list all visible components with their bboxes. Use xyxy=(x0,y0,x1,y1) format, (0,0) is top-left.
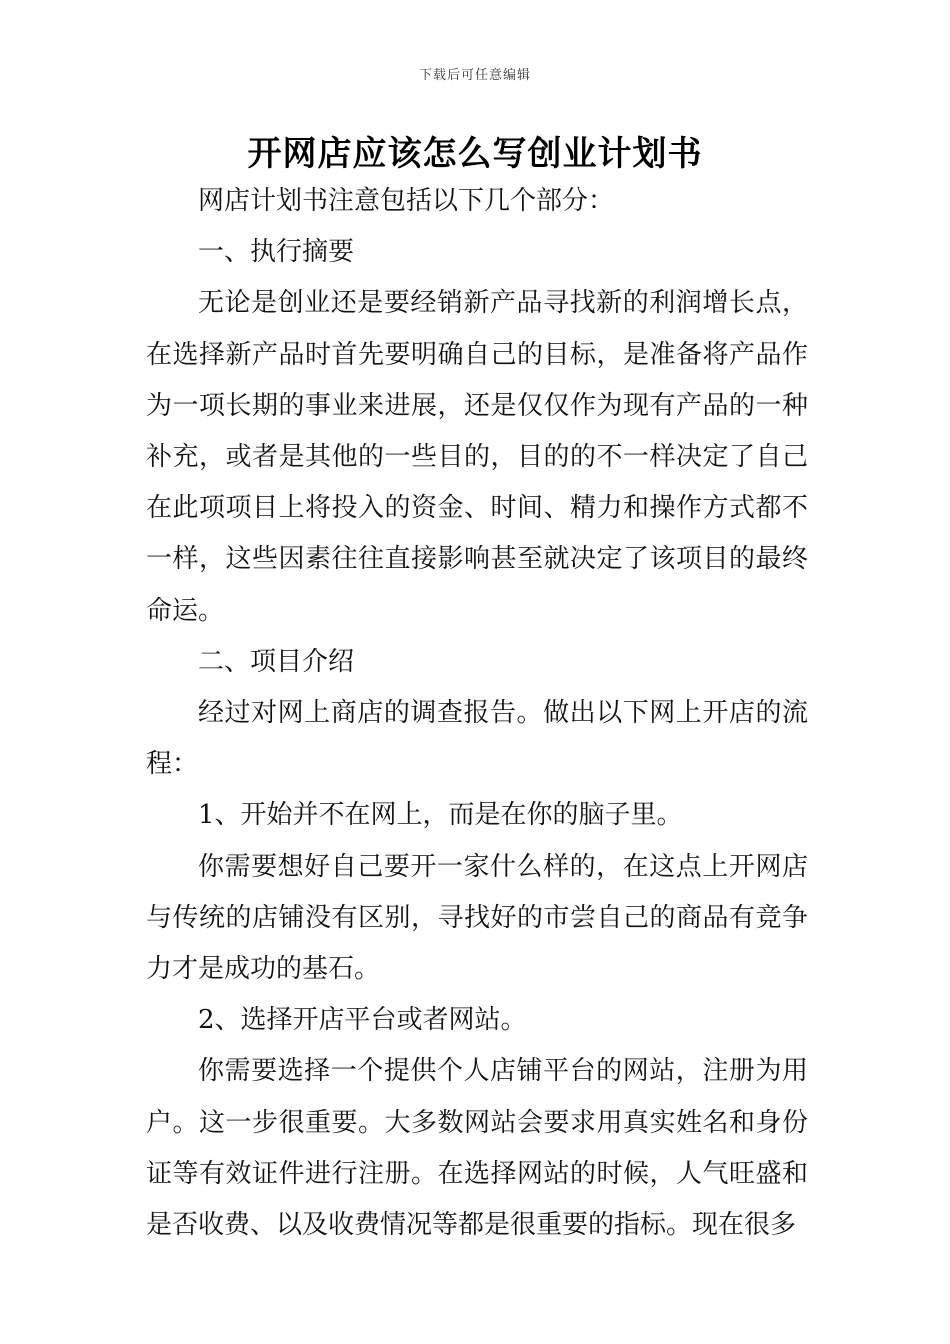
section-heading-project-introduction: 二、项目介绍 xyxy=(198,646,355,677)
paragraph-process-intro: 经过对网上商店的调查报告。做出以下网上开店的流程： xyxy=(146,698,808,780)
paragraph-step-1: 你需要想好自己要开一家什么样的，在这点上开网店与传统的店铺没有区别，寻找好的市尝自己的商品有竞争力才是成功的基石。 xyxy=(146,851,808,985)
section-heading-executive-summary: 一、执行摘要 xyxy=(198,237,355,268)
paragraph-executive-summary: 无论是创业还是要经销新产品寻找新的利润增长点，在选择新产品时首先要明确自己的目标，是准备将产品作为一项长期的事业来进展，还是仅仅作为现有产品的一种补充，或者是其他的一些目的，目的的不一样决定了自己在此项项目上将投入的资金、时间、精力和操作方式都不一样，这些因素往往直接影响甚至就决定了该项目的最终命运。 xyxy=(146,288,808,626)
step-heading-2: 2、选择开店平台或者网站。 xyxy=(198,1005,527,1036)
document-title: 开网店应该怎么写创业计划书 xyxy=(247,134,703,174)
document-body xyxy=(146,176,808,1251)
paragraph-step-2: 你需要选择一个提供个人店铺平台的网站，注册为用户。这一步很重要。大多数网站会要求用真实姓名和身份证等有效证件进行注册。在选择网站的时候，人气旺盛和是否收费、以及收费情况等都是很重要的指标。现在很多 xyxy=(146,1056,808,1241)
header-note: 下载后可任意编辑 xyxy=(418,68,531,83)
step-heading-1: 1、开始并不在网上，而是在你的脑子里。 xyxy=(198,800,683,831)
paragraph-intro: 网店计划书注意包括以下几个部分： xyxy=(198,186,615,216)
